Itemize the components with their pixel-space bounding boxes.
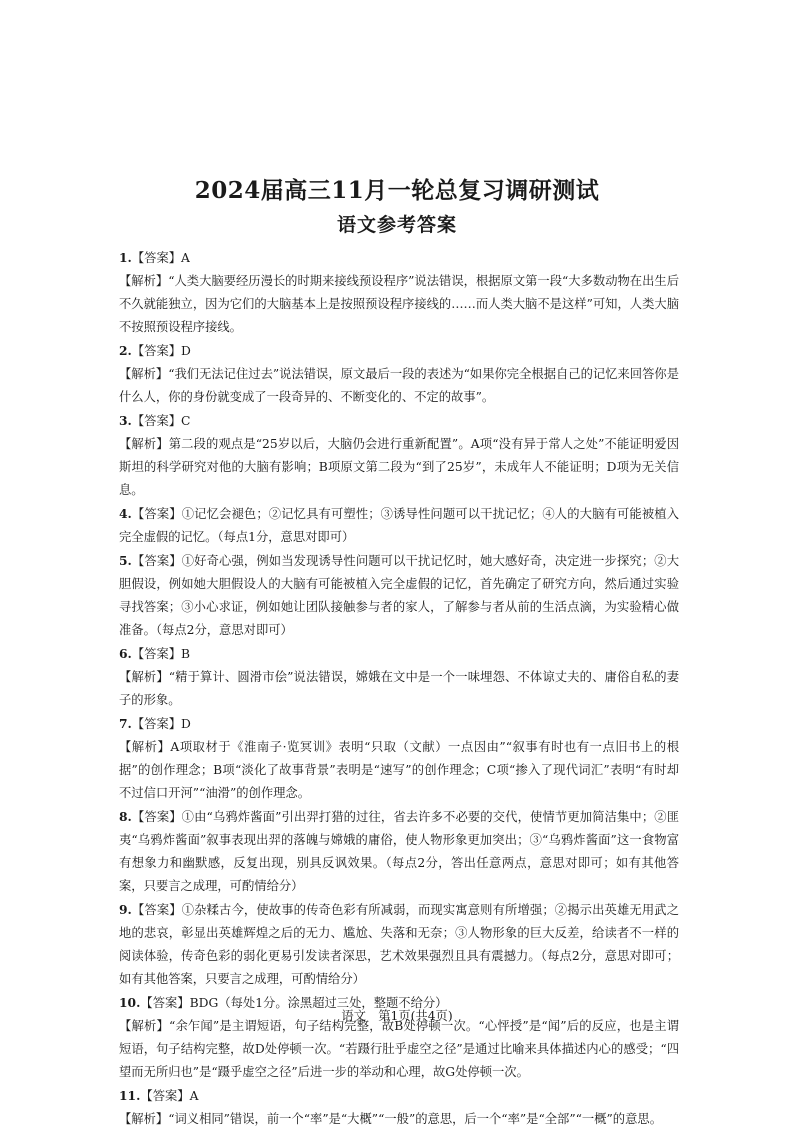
item-answer: 【答案】①杂糅古今，使故事的传奇色彩有所减弱，而现实寓意则有所增强；②揭示出英雄无用武之地的悲哀，彰显出英雄辉煌之后的无力、尴尬、失落和无奈；③人物形象的巨大反差，给读者不一样的阅读体验，传奇色彩的弱化更易引发读者深思，艺术效果强烈且具有震撼力。（每点2分，意思对即可；如有其他答案，只要言之成理，可酌情给分） — [119, 903, 679, 986]
item-number: 5. — [119, 553, 132, 568]
item-number: 6. — [119, 646, 132, 661]
item-number: 10. — [119, 995, 141, 1010]
item-number: 8. — [119, 809, 132, 824]
answer-item-6 — [119, 642, 679, 712]
item-number: 7. — [119, 716, 132, 731]
answer-item-10 — [119, 991, 679, 1084]
answer-item-4 — [119, 502, 679, 549]
answer-item-1 — [119, 246, 679, 339]
page-footer: 语文 第1页(共4页) — [341, 1009, 453, 1023]
item-number: 9. — [119, 902, 132, 917]
answer-item-2 — [119, 339, 679, 409]
item-explanation: 【解析】A项取材于《淮南子·览冥训》表明“只取（文献）一点因由”“叙事有时也有一点旧书上的根据”的创作理念；B项“淡化了故事背景”表明是“速写”的创作理念；C项“掺入了现代词汇”表明“有时却不过信口开河”“油滑”的创作理念。 — [119, 740, 679, 800]
item-answer: 【答案】A — [131, 251, 190, 265]
item-explanation: 【解析】“人类大脑要经历漫长的时期来接线预设程序”说法错误，根据原文第一段“大多数动物在出生后不久就能独立，因为它们的大脑基本上是按照预设程序接线的……而人类大脑不是这样”可知，人类大脑不按照预设程序接线。 — [119, 274, 679, 334]
item-answer: 【答案】D — [131, 717, 191, 731]
item-number: 2. — [119, 343, 132, 358]
item-number: 11. — [119, 1088, 141, 1103]
page-title: 2024届高三11月一轮总复习调研测试 — [194, 177, 600, 204]
item-answer: 【答案】①好奇心强，例如当发现诱导性问题可以干扰记忆时，她大感好奇，决定进一步探究；②大胆假设，例如她大胆假设人的大脑有可能被植入完全虚假的记忆，首先确定了研究方向，然后通过实验寻找答案；③小心求证，例如她让团队接触参与者的家人，了解参与者从前的生活点滴，为实验精心做准备。（每点2分，意思对即可） — [119, 554, 679, 637]
answer-item-5 — [119, 549, 679, 642]
answer-item-11 — [119, 1084, 679, 1131]
item-number: 1. — [119, 250, 132, 265]
answer-item-8 — [119, 805, 679, 898]
item-answer: 【答案】①由“乌鸦炸酱面”引出羿打猎的过往，省去许多不必要的交代，使情节更加简洁集中；②匪夷“乌鸦炸酱面”叙事表现出羿的落魄与嫦娥的庸俗，使人物形象更加突出；③“乌鸦炸酱面”这一食物富有想象力和幽默感，反复出现，别具反讽效果。（每点2分，答出任意两点，意思对即可；如有其他答案，只要言之成理，可酌情给分） — [119, 810, 679, 893]
item-explanation: 【解析】第二段的观点是“25岁以后，大脑仍会进行重新配置”。A项“没有异于常人之处”不能证明爱因斯坦的科学研究对他的大脑有影响；B项原文第二段为“到了25岁”，未成年人不能证明；D项为无关信息。 — [119, 437, 679, 497]
item-explanation: 【解析】“我们无法记住过去”说法错误，原文最后一段的表述为“如果你完全根据自己的记忆来回答你是什么人，你的身份就变成了一段奇异的、不断变化的、不定的故事”。 — [119, 367, 679, 404]
answer-list — [119, 246, 679, 1131]
answer-item-9 — [119, 898, 679, 991]
item-answer: 【答案】①记忆会褪色；②记忆具有可塑性；③诱导性问题可以干扰记忆；④人的大脑有可能被植入完全虚假的记忆。（每点1分，意思对即可） — [119, 507, 679, 544]
item-answer: 【答案】BDG（每处1分。涂黑超过三处，整题不给分） — [140, 996, 448, 1010]
item-explanation: 【解析】“余乍闻”是主谓短语，句子结构完整，故B处停顿一次。“心怦授”是“闻”后的反应，也是主谓短语，句子结构完整，故D处停顿一次。“若蹑行肚乎虚空之径”是通过比喻来具体描述内心的感受；“四望而无所归也”是“蹑乎虚空之径”后进一步的举动和心理，故G处停顿一次。 — [119, 1019, 679, 1079]
item-answer: 【答案】A — [140, 1089, 199, 1103]
answer-item-7 — [119, 712, 679, 805]
answer-item-3 — [119, 409, 679, 502]
item-number: 4. — [119, 506, 132, 521]
item-answer: 【答案】D — [131, 344, 191, 358]
item-answer: 【答案】B — [131, 647, 191, 661]
item-explanation: 【解析】“词义相同”错误，前一个“率”是“大概”“一般”的意思，后一个“率”是“全部”“一概”的意思。 — [119, 1112, 662, 1126]
item-number: 3. — [119, 413, 132, 428]
item-explanation: 【解析】“精于算计、圆滑市侩”说法错误，嫦娥在文中是一个一味埋怨、不体谅丈夫的、庸俗自私的妻子的形象。 — [119, 670, 679, 707]
page-subtitle: 语文参考答案 — [336, 214, 457, 236]
item-answer: 【答案】C — [131, 414, 191, 428]
